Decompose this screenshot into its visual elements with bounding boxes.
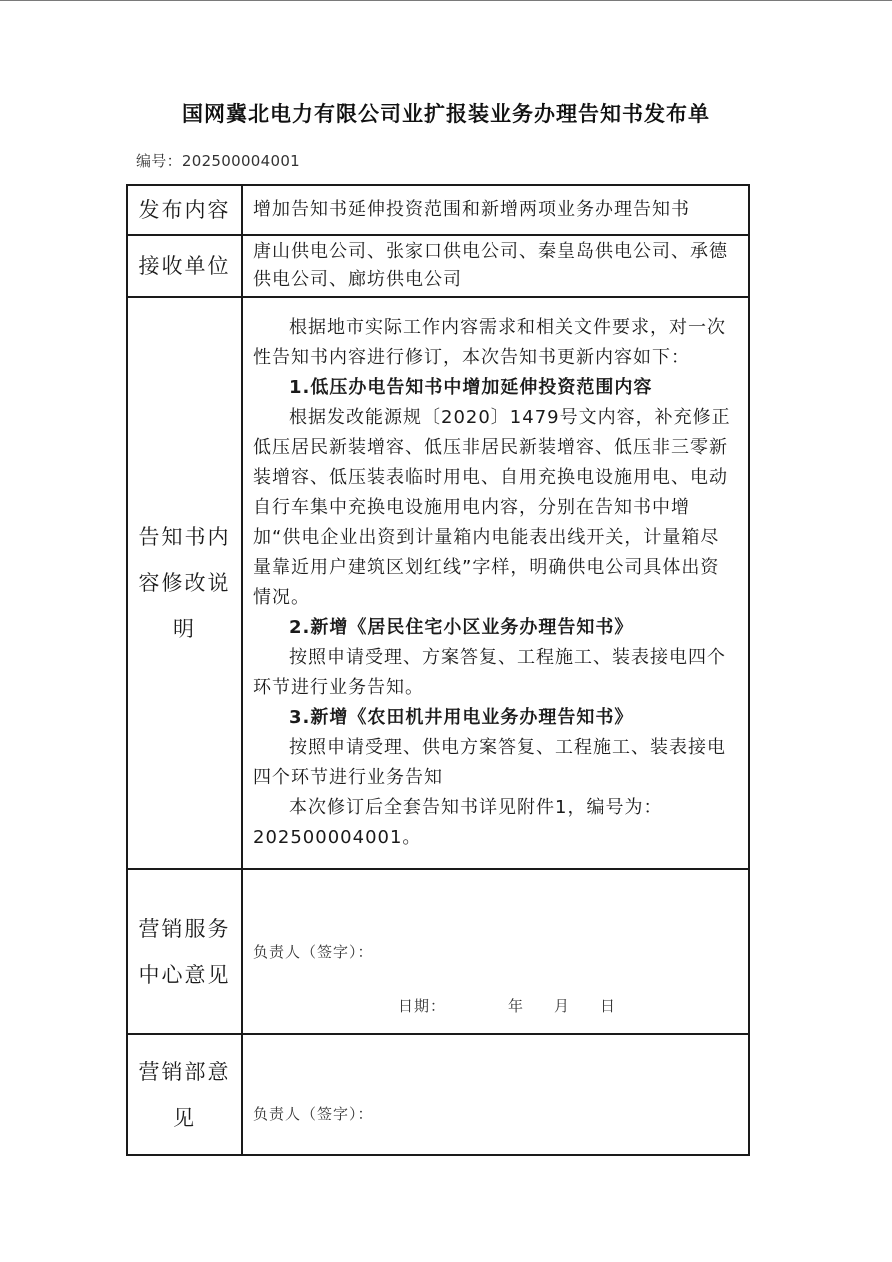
change-item1-title: 1.低压办电告知书中增加延伸投资范围内容 xyxy=(289,377,653,398)
change-item1-body: 根据发改能源规〔2020〕1479号文内容，补充修正低压居民新装增容、低压非居民新装增容、低压非三零新装增容、低压装表临时用电、自用充换电设施用电、电动自行车集中充换电设施用电内容，分别在告知书中增加“供电企业出资到计量箱内电能表出线开关，计量箱尽量靠近用户建筑区划红线”字样，明确供电公司具体出资情况。 xyxy=(253,407,731,608)
release-form-table xyxy=(126,184,750,1156)
row-marketing-dept-opinion xyxy=(127,1034,749,1155)
date-label: 日期： xyxy=(398,997,447,1015)
marketing-center-date xyxy=(398,991,616,1021)
date-year: 年 xyxy=(508,997,525,1015)
change-item3-body: 按照申请受理、供电方案答复、工程施工、装表接电四个环节进行业务告知 xyxy=(253,737,726,788)
receivers-label: 接收单位 xyxy=(127,235,242,297)
row-marketing-center-opinion xyxy=(127,869,749,1034)
change-item3-title: 3.新增《农田机井用电业务办理告知书》 xyxy=(289,707,634,728)
change-item2-body: 按照申请受理、方案答复、工程施工、装表接电四个环节进行业务告知。 xyxy=(253,647,726,698)
marketing-dept-signature: 负责人（签字）： xyxy=(253,1105,374,1123)
date-day: 日 xyxy=(600,997,617,1015)
change-description-content xyxy=(242,297,749,869)
change-description-label: 告知书内容修改说明 xyxy=(127,297,242,869)
marketing-dept-opinion-cell xyxy=(242,1034,749,1155)
marketing-center-signature: 负责人（签字）： xyxy=(253,942,374,961)
receivers-value: 唐山供电公司、张家口供电公司、秦皇岛供电公司、承德供电公司、廊坊供电公司 xyxy=(242,235,749,297)
marketing-center-label: 营销服务中心意见 xyxy=(127,869,242,1034)
page-top-border xyxy=(0,0,892,1)
change-intro: 根据地市实际工作内容需求和相关文件要求，对一次性告知书内容进行修订，本次告知书更新内容如下： xyxy=(253,317,726,368)
marketing-dept-label: 营销部意见 xyxy=(127,1034,242,1155)
date-month: 月 xyxy=(554,997,571,1015)
row-publish-content xyxy=(127,185,749,235)
row-change-description xyxy=(127,297,749,869)
row-receivers xyxy=(127,235,749,297)
change-item2-title: 2.新增《居民住宅小区业务办理告知书》 xyxy=(289,617,634,638)
marketing-center-opinion-cell xyxy=(242,869,749,1034)
publish-content-value: 增加告知书延伸投资范围和新增两项业务办理告知书 xyxy=(242,185,749,235)
change-closing: 本次修订后全套告知书详见附件1，编号为：202500004001。 xyxy=(253,797,663,848)
document-serial: 编号：202500004001 xyxy=(136,152,301,170)
document-title: 国网冀北电力有限公司业扩报装业务办理告知书发布单 xyxy=(182,102,710,126)
publish-content-label: 发布内容 xyxy=(127,185,242,235)
